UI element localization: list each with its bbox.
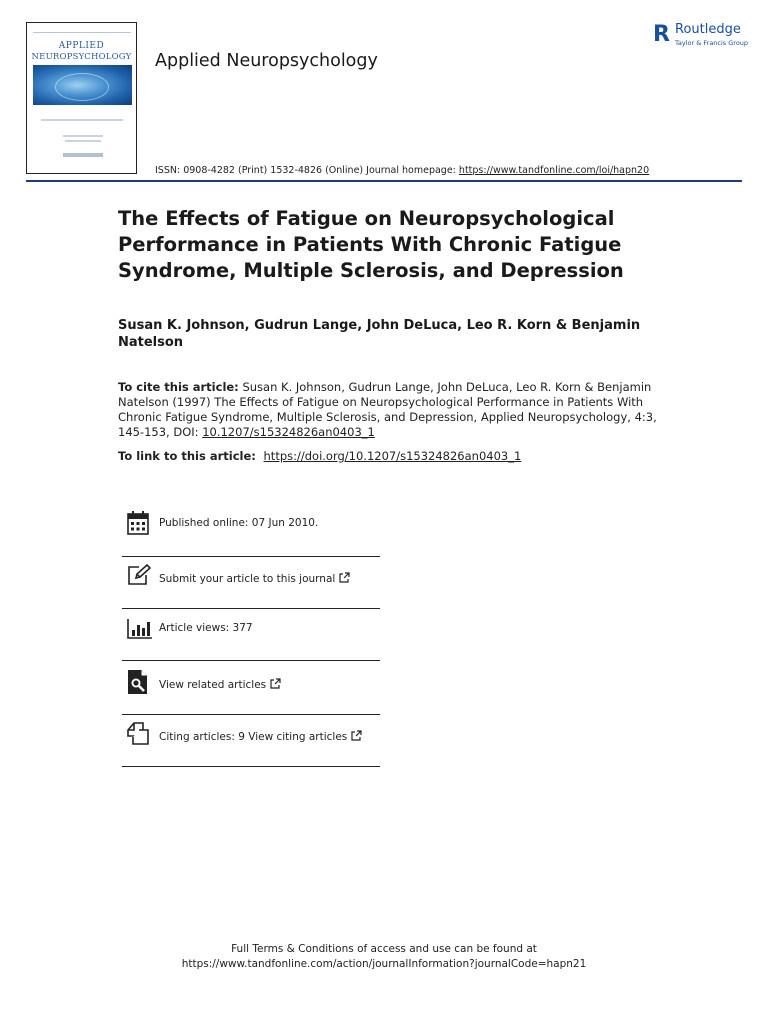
citing-documents-icon [127, 722, 151, 746]
article-authors: Susan K. Johnson, Gudrun Lange, John DeLuca, Leo R. Korn & Benjamin Natelson [118, 318, 641, 350]
issn-line [155, 165, 649, 176]
publisher-name: Routledge [675, 22, 741, 37]
terms-line: Full Terms & Conditions of access and use can be found at [231, 943, 537, 955]
info-divider [122, 766, 380, 767]
external-link-icon [339, 572, 350, 583]
citation-block [118, 380, 658, 440]
journal-name[interactable]: Applied Neuropsychology [155, 51, 378, 71]
edit-pencil-icon [127, 564, 151, 586]
citing-articles-item[interactable] [122, 722, 380, 748]
issn-text: ISSN: 0908-4282 (Print) 1532-4826 (Online) Journal homepage: [155, 165, 459, 176]
submit-article-item[interactable] [122, 564, 380, 590]
terms-url-link[interactable]: https://www.tandfonline.com/action/journalInformation?journalCode=hapn21 [181, 958, 587, 970]
published-online-text: Published online: 07 Jun 2010. [159, 517, 319, 529]
publisher-subtitle: Taylor & Francis Group [675, 39, 749, 47]
cover-title-line1: APPLIED [58, 41, 105, 51]
cite-text: Susan K. Johnson, Gudrun Lange, John DeLuca, Leo R. Korn & Benjamin Natelson (1997) The Effects of Fatigue on Neuropsychological Performance in Patients With Chronic Fatigue Syndrome, Multiple Sclerosis, and Depression, Applied Neuropsychology, 4:3, 145-153, DOI: [118, 380, 657, 439]
external-link-icon [270, 678, 281, 689]
cover-decor-line [65, 140, 101, 142]
related-articles-text: View related articles [159, 679, 267, 691]
cover-top-strip [33, 32, 131, 36]
cite-label: To cite this article: [118, 380, 239, 394]
routledge-r-icon: R [653, 22, 670, 47]
article-title: The Effects of Fatigue on Neuropsychological Performance in Patients With Chronic Fatigue Syndrome, Multiple Sclerosis, and Depression [118, 207, 624, 282]
header-divider [26, 180, 742, 182]
publisher-logo [653, 22, 749, 50]
bar-chart-icon [127, 619, 153, 639]
submit-article-text: Submit your article to this journal [159, 573, 336, 585]
related-articles-item[interactable] [122, 669, 380, 695]
info-divider [122, 714, 380, 715]
cover-brain-image [33, 65, 132, 105]
article-link-line [118, 449, 678, 464]
external-link-icon [351, 730, 362, 741]
info-divider [122, 608, 380, 609]
cover-publisher-mark [63, 153, 103, 157]
cover-decor-line [41, 119, 123, 121]
journal-cover-image [26, 22, 137, 174]
cover-decor-line [63, 135, 103, 137]
link-label: To link to this article: [118, 449, 256, 463]
submit-article-link[interactable] [159, 572, 350, 585]
citing-articles-link[interactable] [159, 730, 362, 743]
article-views-item [122, 617, 380, 643]
cite-doi-link[interactable]: 10.1207/s15324826an0403_1 [202, 425, 375, 439]
info-divider [122, 556, 380, 557]
document-search-icon [127, 669, 149, 695]
terms-footer [0, 942, 768, 972]
article-doi-link[interactable]: https://doi.org/10.1207/s15324826an0403_1 [263, 449, 522, 463]
info-divider [122, 660, 380, 661]
related-articles-link[interactable] [159, 678, 281, 691]
cover-title-line2: NEUROPSYCHOLOGY [31, 52, 132, 62]
article-views-text: Article views: 377 [159, 622, 253, 634]
citing-articles-text: Citing articles: 9 View citing articles [159, 731, 348, 743]
published-online-item [122, 511, 380, 537]
calendar-icon [127, 511, 149, 535]
journal-homepage-link[interactable]: https://www.tandfonline.com/loi/hapn20 [458, 165, 650, 176]
